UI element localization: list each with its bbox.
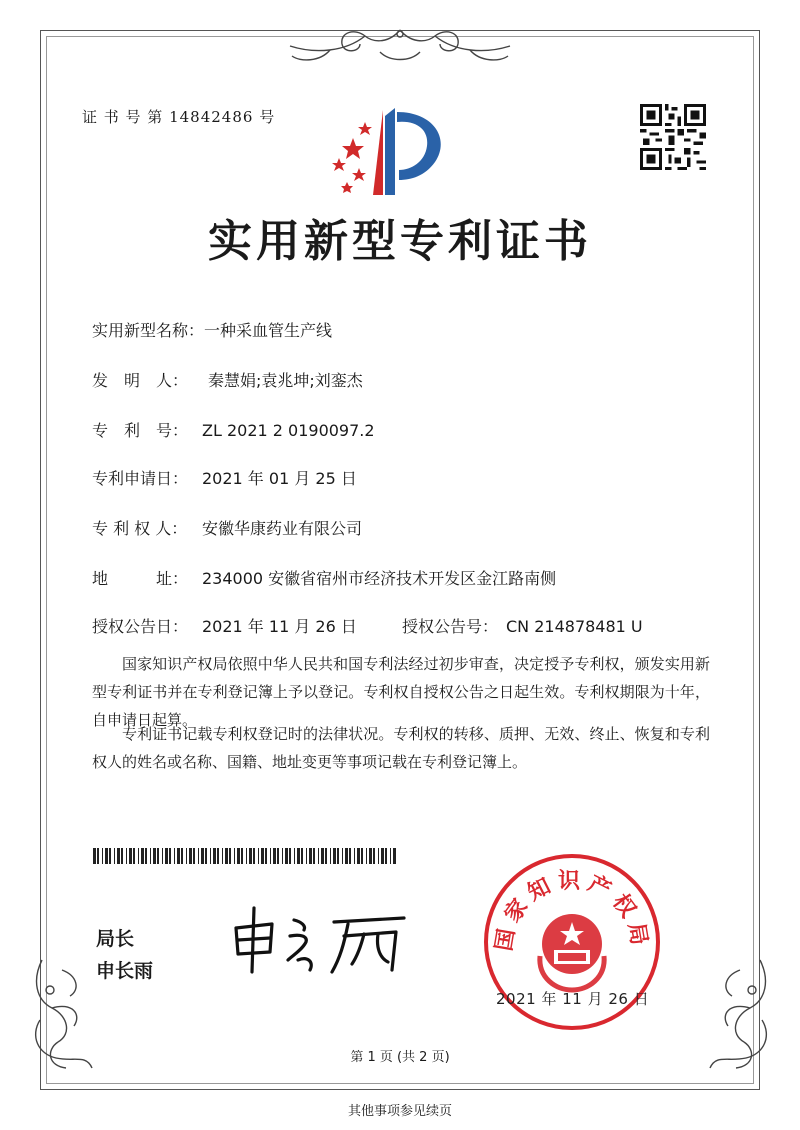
field-value: 一种采血管生产线 <box>204 321 333 340</box>
director-name: 申长雨 <box>96 960 154 982</box>
footer-note: 其他事项参见续页 <box>347 1104 452 1119</box>
field-address <box>92 566 556 589</box>
field-value: 234000 安徽省宿州市经济技术开发区金江路南侧 <box>202 569 557 588</box>
field-value: CN 214878481 U <box>506 617 643 636</box>
cnipa-emblem-icon <box>325 100 455 200</box>
seal-date: 2021 年 11 月 26 日 <box>496 990 650 1008</box>
field-label: 专 利 号： <box>92 421 189 440</box>
field-utility-model-name <box>92 318 332 341</box>
field-grant-number <box>402 614 643 637</box>
director-signature-icon <box>228 900 408 980</box>
field-patentee <box>92 516 362 539</box>
field-label: 实用新型名称： <box>92 321 205 340</box>
field-value: ZL 2021 2 0190097.2 <box>202 421 375 440</box>
field-label: 发 明 人： <box>92 371 189 390</box>
field-inventor <box>92 368 363 391</box>
field-label: 专 利 权 人： <box>92 519 188 538</box>
field-label: 专利申请日： <box>92 469 189 488</box>
certificate-number: 证 书 号 第 14842486 号 <box>82 108 276 126</box>
certificate-title: 实用新型专利证书 <box>208 216 592 267</box>
seal-text: 国家知识产权局 <box>491 869 653 953</box>
field-label: 授权公告日： <box>92 617 189 636</box>
field-grant-date <box>92 614 357 637</box>
field-value: 安徽华康药业有限公司 <box>202 519 363 538</box>
page-number: 第 1 页 (共 2 页) <box>350 1050 450 1065</box>
top-ornament-icon <box>270 22 530 72</box>
barcode-icon <box>93 848 399 864</box>
field-label: 授权公告号： <box>402 617 499 636</box>
qr-code-icon <box>640 104 706 170</box>
legal-paragraph-1: 国家知识产权局依照中华人民共和国专利法经过初步审查，决定授予专利权，颁发实用新型专利证书并在专利登记簿上予以登记。专利权自授权公告之日起生效。专利权期限为十年，自申请日起算。 <box>92 655 710 729</box>
field-value: 2021 年 01 月 25 日 <box>202 469 357 488</box>
legal-paragraph-2: 专利证书记载专利权登记时的法律状况。专利权的转移、质押、无效、终止、恢复和专利权人的姓名或名称、国籍、地址变更等事项记载在专利登记簿上。 <box>92 725 710 771</box>
field-filing-date <box>92 466 357 489</box>
field-value: 2021 年 11 月 26 日 <box>202 617 357 636</box>
field-label: 地 址： <box>92 569 189 588</box>
field-patent-number <box>92 418 375 441</box>
director-title: 局长 <box>96 928 135 950</box>
field-value: 秦慧娟;袁兆坤;刘銮杰 <box>208 371 363 390</box>
